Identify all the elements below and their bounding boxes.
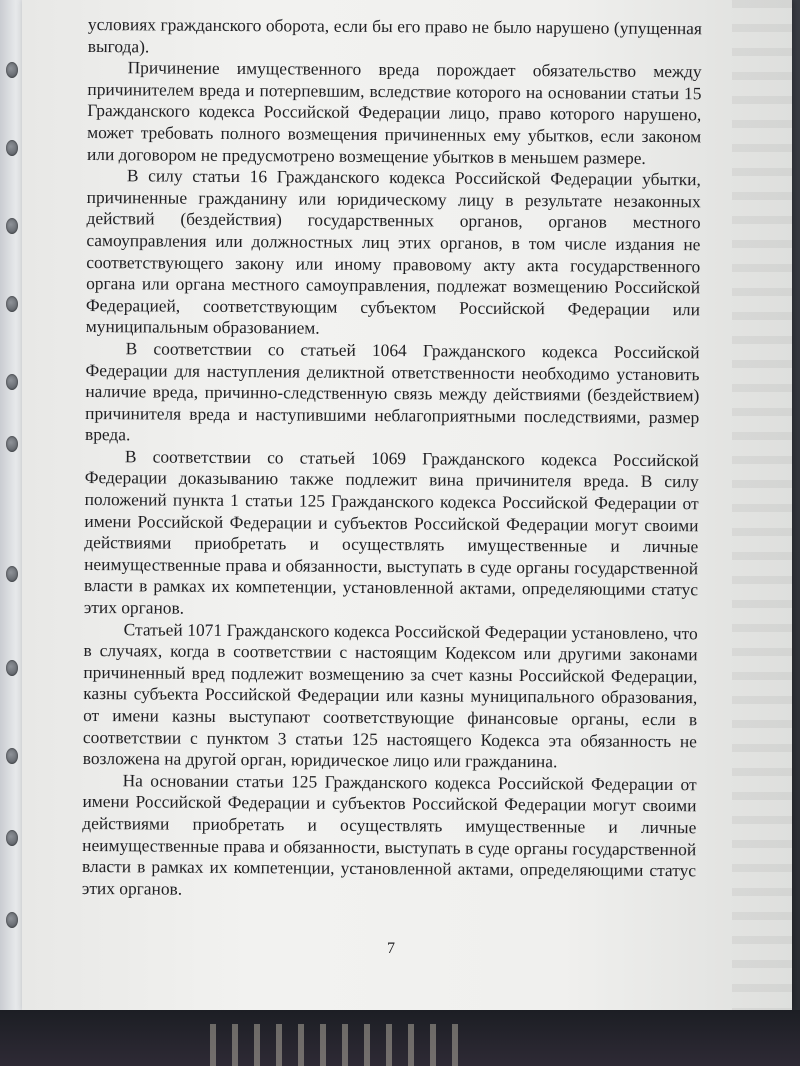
- binder-hole: [6, 748, 18, 764]
- page-number: 7: [387, 940, 395, 957]
- binder-hole: [6, 296, 18, 312]
- paragraph-article-15: Причинение имущественного вреда порождает обязательство между причинителем вреда и потерпевшим, вследствие которого на основании статьи 15 Гражданского кодекса Российской Федерации лицо, право которого нарушено, может требовать полного возмещения причиненных ему убытков, если законом или договором не предусмотрено возмещение убытков в меньшем размере.: [86, 57, 702, 168]
- background-surface: [0, 1010, 800, 1066]
- binder-hole: [6, 830, 18, 846]
- document-body: [82, 14, 702, 904]
- paragraph-article-125: На основании статьи 125 Гражданского кодекса Российской Федерации от имени Российской Федерации и субъектов Российской Федерации могут своими действиями приобретать и осуществлять имущественные и личные неимущественные права и обязанности, выступать в суде органы государственной власти в рамках их компетенции, установленной актами, определяющими статус этих органов.: [81, 770, 697, 899]
- binder-hole: [6, 912, 18, 928]
- binder-hole: [6, 218, 18, 234]
- paragraph-article-1069: В соответствии со статьей 1069 Гражданского кодекса Российской Федерации доказыванию также подлежит вина причинителя вреда. В силу положений пункта 1 статьи 125 Гражданского кодекса Российской Федерации от имени Российской Федерации и субъектов Российской Федерации могут своими действиями приобретать и осуществлять имущественные и личные неимущественные права и обязанности, выступать в суде органы государственной власти в рамках их компетенции, установленной актами, определяющими статус этих органов.: [83, 446, 699, 618]
- binder-hole: [6, 566, 18, 582]
- binder-hole: [6, 140, 18, 156]
- paragraph-article-1071: Статьей 1071 Гражданского кодекса Российской Федерации установлено, что в случаях, когда в соответствии с настоящим Кодексом или другими законами причиненный вред подлежит возмещению за счет казны Российской Федерации, казны субъекта Российской Федерации или казны муниципального образования, от имени казны выступают соответствующие финансовые органы, если в соответствии с пунктом 3 статьи 125 настоящего Кодекса эта обязанность не возложена на другой орган, юридическое лицо или гражданина.: [82, 618, 698, 772]
- binder-hole: [6, 436, 18, 452]
- paragraph-article-16: В силу статьи 16 Гражданского кодекса Российской Федерации убытки, причиненные гражданину или юридическому лицу в результате незаконных действий (бездействия) государственных органов, органов местного самоуправления или должностных лиц этих органов, в том числе издания не соответствующего закону или иному правовому акту акта государственного органа или органа местного самоуправления, подлежат возмещению Российской Федерацией, соответствующим субъектом Российской Федерации или муниципальным образованием.: [85, 165, 701, 338]
- bleed-through-text: [732, 0, 792, 1010]
- binder-hole: [6, 62, 18, 78]
- paragraph-continued: условиях гражданского оборота, если бы его право не было нарушено (упущенная выгода).: [87, 14, 702, 57]
- paragraph-article-1064: В соответствии со статьей 1064 Гражданского кодекса Российской Федерации для наступления деликтной ответственности необходимо установить наличие вреда, причинно-следственную связь между действиями (бездействием) причинителя вреда и наступившими неблагоприятными последствиями, размер вреда.: [84, 338, 700, 445]
- binder-hole: [6, 374, 18, 390]
- binder-hole: [6, 660, 18, 676]
